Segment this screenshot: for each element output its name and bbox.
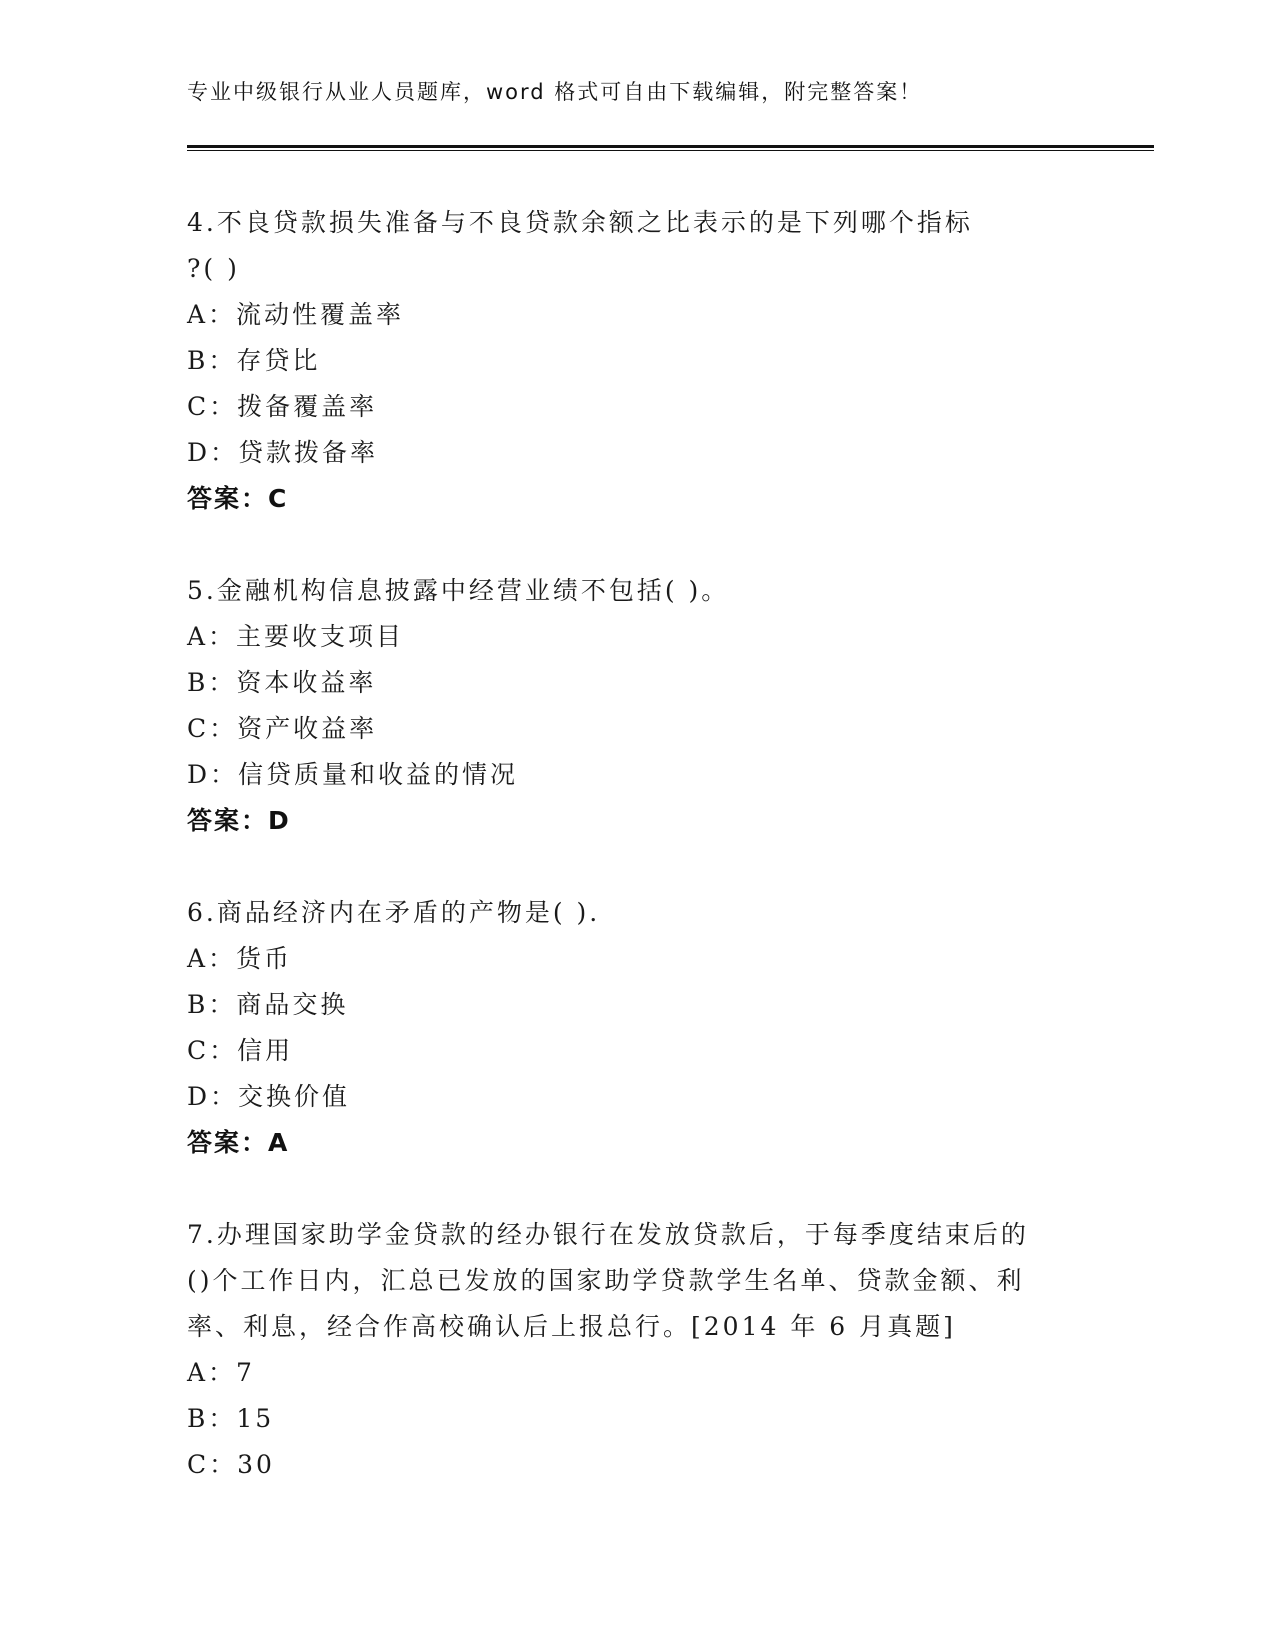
answer: 答案：A — [187, 1128, 290, 1157]
question-stem: 4.不良贷款损失准备与不良贷款余额之比表示的是下列哪个指标 — [187, 208, 973, 237]
question-stem: ?( ) — [187, 254, 240, 283]
option-b: B：存贷比 — [187, 346, 321, 375]
header-rule-thick — [187, 145, 1154, 148]
answer: 答案：C — [187, 484, 289, 513]
questions-list — [187, 200, 1087, 1488]
question-4 — [187, 200, 1087, 522]
option-c: C：30 — [187, 1450, 275, 1479]
question-stem: 6.商品经济内在矛盾的产物是( ). — [187, 898, 601, 927]
option-c: C：信用 — [187, 1036, 294, 1065]
option-b: B：资本收益率 — [187, 668, 377, 697]
option-d: D：信贷质量和收益的情况 — [187, 760, 519, 789]
option-d: D：交换价值 — [187, 1082, 351, 1111]
option-a: A：货币 — [187, 944, 293, 973]
option-c: C：拨备覆盖率 — [187, 392, 378, 421]
header-rule-thin — [187, 150, 1154, 151]
answer: 答案：D — [187, 806, 291, 835]
option-b: B：商品交换 — [187, 990, 349, 1019]
question-stem: ()个工作日内，汇总已发放的国家助学贷款学生名单、贷款金额、利 — [187, 1266, 1025, 1295]
question-6 — [187, 890, 1087, 1166]
option-c: C：资产收益率 — [187, 714, 378, 743]
option-a: A：流动性覆盖率 — [187, 300, 405, 329]
header-text: 专业中级银行从业人员题库，word 格式可自由下载编辑，附完整答案！ — [187, 80, 923, 104]
question-7 — [187, 1212, 1087, 1488]
question-stem: 5.金融机构信息披露中经营业绩不包括( )。 — [187, 576, 730, 605]
option-d: D：贷款拨备率 — [187, 438, 379, 467]
question-5 — [187, 568, 1087, 844]
question-stem: 率、利息，经合作高校确认后上报总行。[2014 年 6 月真题] — [187, 1312, 956, 1341]
option-a: A：7 — [187, 1358, 255, 1387]
option-b: B：15 — [187, 1404, 275, 1433]
option-a: A：主要收支项目 — [187, 622, 405, 651]
question-stem: 7.办理国家助学金贷款的经办银行在发放贷款后，于每季度结束后的 — [187, 1220, 1029, 1249]
